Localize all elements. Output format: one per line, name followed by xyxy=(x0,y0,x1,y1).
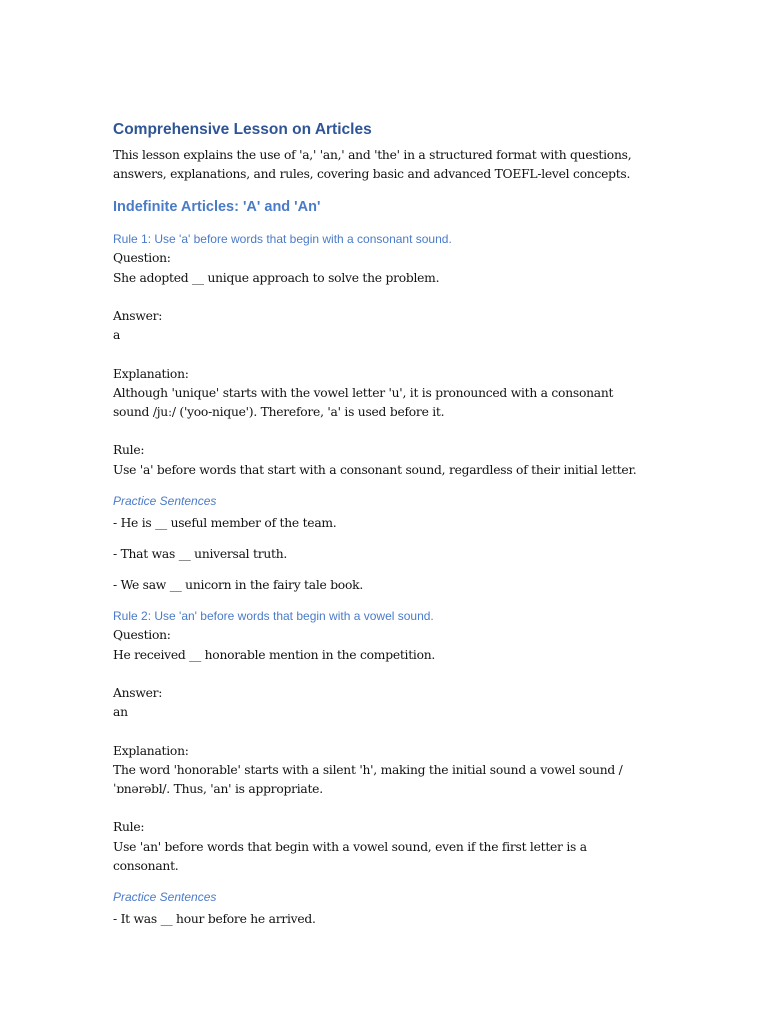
rule-1-body xyxy=(113,249,653,479)
document-page xyxy=(113,120,653,941)
practice-sentence: - We saw __ unicorn in the fairy tale book. xyxy=(113,578,363,593)
question-label: Question: xyxy=(113,628,171,643)
answer-text: a xyxy=(113,328,121,343)
question-text: She adopted __ unique approach to solve the problem. xyxy=(113,270,440,285)
question-label: Question: xyxy=(113,251,171,266)
rule-text: Use 'a' before words that start with a consonant sound, regardless of their initial letter. xyxy=(113,462,637,477)
rule-text: Use 'an' before words that begin with a vowel sound, even if the first letter is a consonant. xyxy=(113,839,587,873)
practice-sentence: - He is __ useful member of the team. xyxy=(113,515,337,530)
explanation-label: Explanation: xyxy=(113,743,189,758)
practice-sentence: - It was __ hour before he arrived. xyxy=(113,912,316,926)
rule-1-heading: Rule 1: Use 'a' before words that begin with a consonant sound. xyxy=(113,232,452,247)
explanation-text: Although 'unique' starts with the vowel letter 'u', it is pronounced with a consonant sound /juː/ ('yoo-nique'). Therefore, 'a' is used before it. xyxy=(113,385,614,419)
rule-label: Rule: xyxy=(113,443,145,458)
rule-label: Rule: xyxy=(113,820,145,835)
rule-2-heading: Rule 2: Use 'an' before words that begin with a vowel sound. xyxy=(113,609,434,624)
question-text: He received __ honorable mention in the competition. xyxy=(113,647,436,662)
answer-text: an xyxy=(113,705,128,720)
explanation-label: Explanation: xyxy=(113,366,189,381)
section-heading-indefinite-articles: Indefinite Articles: 'A' and 'An' xyxy=(113,199,321,216)
explanation-text: The word 'honorable' starts with a silent 'h', making the initial sound a vowel sound /ˈɒnərəbl/. Thus, 'an' is appropriate. xyxy=(113,762,623,796)
lesson-title: Comprehensive Lesson on Articles xyxy=(113,121,372,138)
answer-label: Answer: xyxy=(113,686,163,700)
rule-2-body xyxy=(113,626,653,876)
answer-label: Answer: xyxy=(113,309,163,323)
practice-heading: Practice Sentences xyxy=(113,890,217,904)
practice-heading: Practice Sentences xyxy=(113,493,217,508)
intro-paragraph: This lesson explains the use of 'a,' 'an,' and 'the' in a structured format with questions, answers, explanations, and rules, covering basic and advanced TOEFL-level concepts. xyxy=(113,148,632,182)
practice-sentence: - That was __ universal truth. xyxy=(113,547,288,561)
